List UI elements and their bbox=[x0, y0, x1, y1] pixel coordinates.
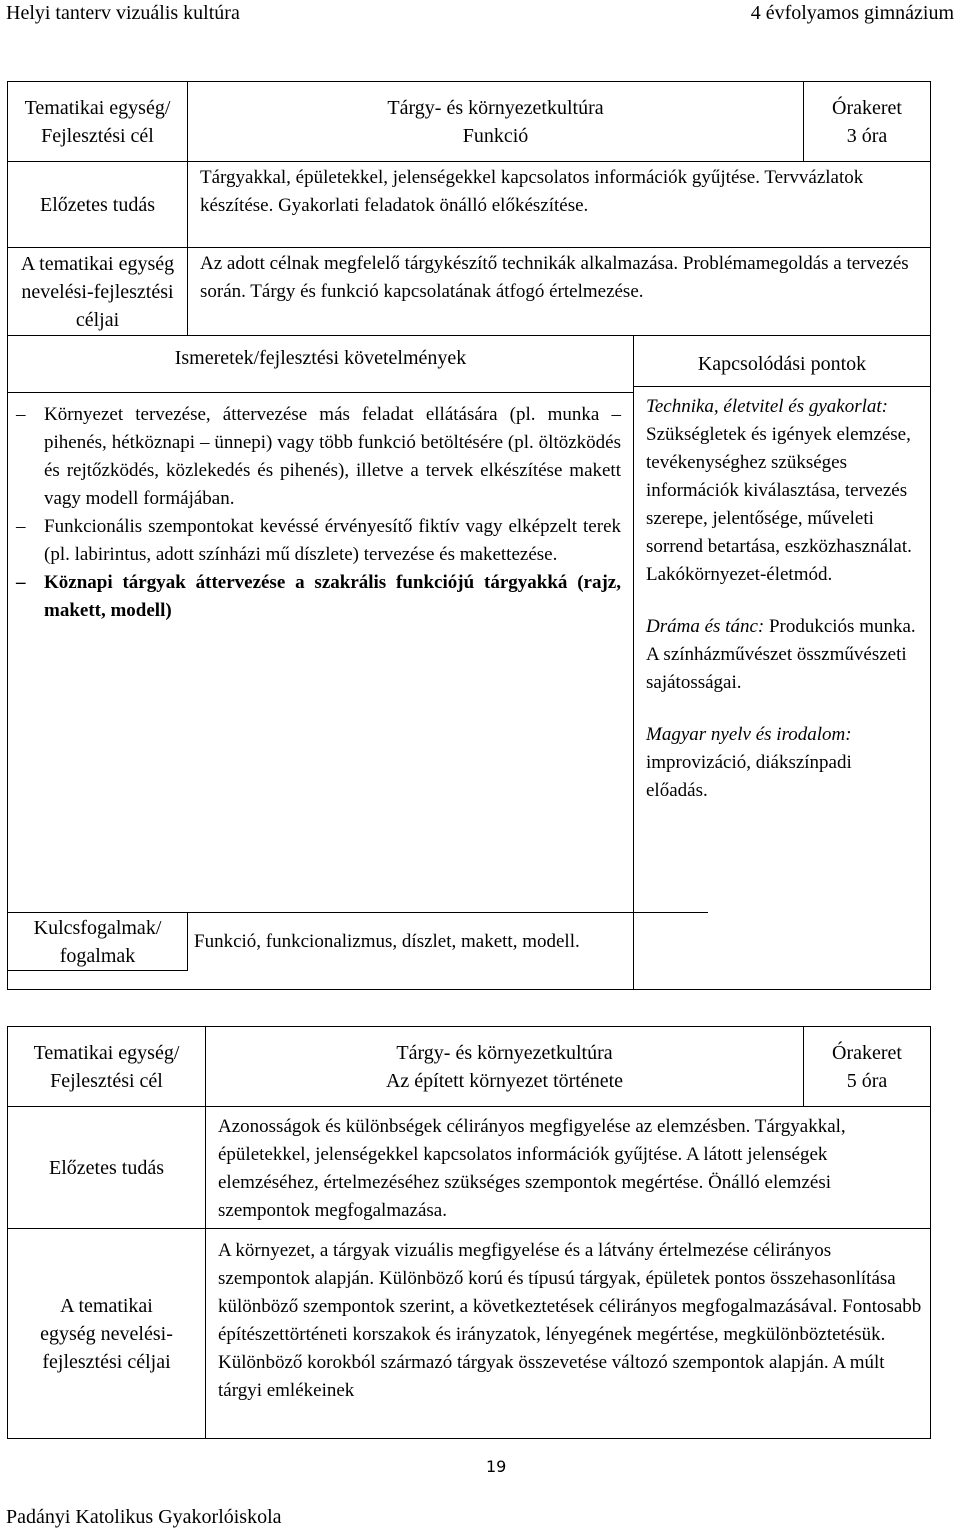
hours-cell: Órakeret 3 óra bbox=[804, 82, 931, 162]
prior-knowledge-label: Előzetes tudás bbox=[8, 1107, 206, 1229]
list-item: – Funkcionális szempontokat kevéssé érvényesítő fiktív vagy elképzelt terek (pl. labirintus, adott színházi mű díszlete) tervezése és makettezése. bbox=[44, 513, 621, 569]
list-item: – Köznapi tárgyak áttervezése a szakrális funkciójú tárgyakká (rajz, makett, modell) bbox=[44, 569, 621, 625]
header-subject: Helyi tanterv vizuális kultúra bbox=[6, 2, 240, 24]
key-concepts-table bbox=[7, 912, 708, 971]
requirements-list bbox=[8, 401, 633, 625]
page-header bbox=[0, 0, 960, 30]
requirements-cell bbox=[8, 336, 634, 990]
prior-knowledge-text: Tárgyakkal, épületekkel, jelenségekkel kapcsolatos információk gyűjtése. Tervvázlatok készítése. Gyakorlati feladatok önálló előkészítése. bbox=[188, 162, 931, 248]
page-number: 19 bbox=[486, 1457, 507, 1476]
list-item: Dráma és tánc: Produkciós munka. A színházművészet összművészeti sajátosságai. bbox=[646, 616, 916, 693]
list-item: Technika, életvitel és gyakorlat: Szükségletek és igények elemzése, tevékenységhez szükséges információk kiválasztása, tervezés szerepe, jelentősége, műveleti sorrend betartása, eszközhasználat. Lakókörnyezet-életmód. bbox=[646, 396, 912, 585]
connections-header: Kapcsolódási pontok bbox=[697, 353, 867, 375]
goals-label: A tematikai egység nevelési-fejlesztési céljai bbox=[8, 248, 188, 336]
prior-knowledge-label: Előzetes tudás bbox=[8, 162, 188, 248]
key-concepts-text: Funkció, funkcionalizmus, díszlet, makett, modell. bbox=[188, 913, 708, 971]
prior-knowledge-text: Azonosságok és különbségek célirányos megfigyelése az elemzésben. Tárgyakkal, épületekkel, jelenségekkel kapcsolatos információk gyűjtése. A látott jelenségek elemzéséhez, értelmezéséhez szükséges szempontok megértése. Önálló elemzési szempontok megfogalmazása. bbox=[206, 1107, 931, 1229]
goals-text: A környezet, a tárgyak vizuális megfigyelése és a látvány értelmezése célirányos szempontok alapján. Különböző korú és típusú tárgyak, épületek pontos összehasonlítása különböző szempontok szerint, a következtetések célirányos megfogalmazásával. Fontosabb építészettörténeti korszakok és irányzatok, lényegének megértése, megkülönböztetésük. Különböző korokból származó tárgyak összevetése változó szempontok alapján. A múlt tárgyi emlékeinek bbox=[206, 1229, 931, 1439]
goals-text: Az adott célnak megfelelő tárgykészítő technikák alkalmazása. Problémamegoldás a tervezés során. Tárgy és funkció kapcsolatának átfogó értelmezése. bbox=[188, 248, 931, 336]
curriculum-table-built-environment bbox=[7, 1026, 931, 1439]
connections-cell bbox=[634, 336, 931, 990]
list-item: – Környezet tervezése, áttervezése más feladat ellátására (pl. munka – pihenés, hétköznapi – ünnepi) vagy több funkció betöltésére (pl. öltözködés és rejtőzködés, közlekedés és pihenés), illetve a tervek elkészítése makett vagy modell formájában. bbox=[44, 401, 621, 513]
footer-school: Padányi Katolikus Gyakorlóiskola bbox=[6, 1506, 282, 1528]
curriculum-table-function bbox=[7, 81, 931, 990]
topic-label: Tematikai egység/ Fejlesztési cél bbox=[8, 82, 188, 162]
connections-list bbox=[634, 387, 930, 805]
key-concepts-label: Kulcsfogalmak/ fogalmak bbox=[8, 913, 188, 971]
requirements-header: Ismeretek/fejlesztési követelmények bbox=[174, 347, 467, 369]
list-item: Magyar nyelv és irodalom: improvizáció, diákszínpadi előadás. bbox=[646, 724, 852, 801]
topic-label: Tematikai egység/ Fejlesztési cél bbox=[8, 1027, 206, 1107]
goals-label: A tematikai egység nevelési- fejlesztési céljai bbox=[8, 1229, 206, 1439]
topic-title: Tárgy- és környezetkultúra Az épített környezet története bbox=[206, 1027, 804, 1107]
hours-cell: Órakeret 5 óra bbox=[804, 1027, 931, 1107]
header-school-type: 4 évfolyamos gimnázium bbox=[750, 2, 954, 24]
topic-title: Tárgy- és környezetkultúra Funkció bbox=[188, 82, 804, 162]
